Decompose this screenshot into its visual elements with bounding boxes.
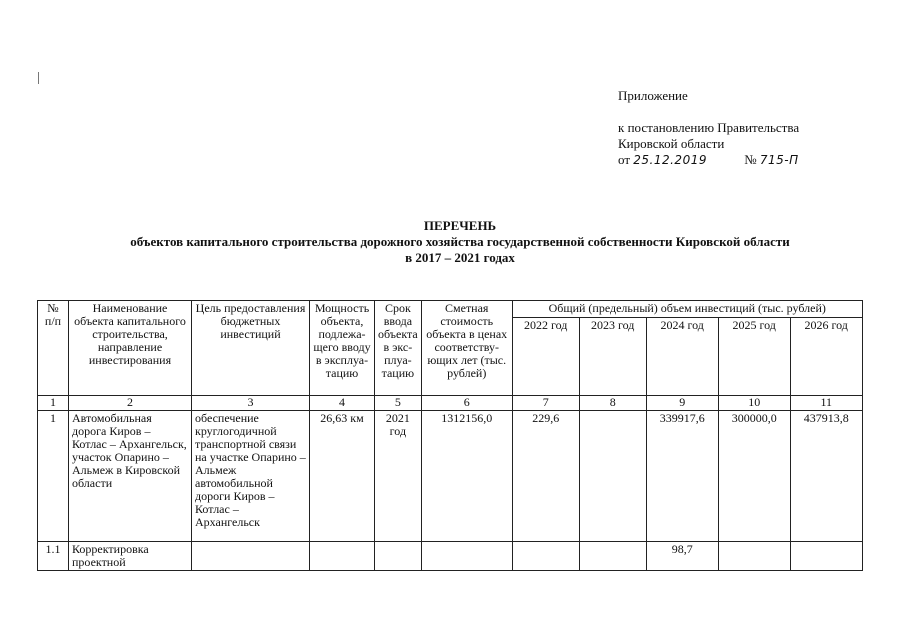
page-period: в 2017 – 2021 годах xyxy=(405,250,515,265)
row-capacity xyxy=(310,542,375,571)
row-name: Корректировка проектной xyxy=(69,542,192,571)
header-2024: 2024 год xyxy=(646,318,718,396)
annex-block xyxy=(618,88,799,168)
header-term: Срок ввода объекта в экс-плуа-тацию xyxy=(375,301,422,396)
row-goal xyxy=(192,542,310,571)
header-2026: 2026 год xyxy=(790,318,862,396)
header-cost: Сметная стоимость объекта в ценах соответству-ющих лет (тыс. рублей) xyxy=(421,301,512,396)
row-2026: 437913,8 xyxy=(790,411,862,542)
header-goal: Цель предоставления бюджетных инвестиций xyxy=(192,301,310,396)
annex-line1: к постановлению Правительства xyxy=(618,120,800,135)
page-subtitle: объектов капитального строительства дорожного хозяйства государственной собственности Кировской области xyxy=(130,234,790,249)
row-term xyxy=(375,542,422,571)
objects-table xyxy=(37,300,863,571)
col-number: 8 xyxy=(579,396,646,411)
col-number: 4 xyxy=(310,396,375,411)
annex-line2: Кировской области xyxy=(618,136,725,151)
row-name: Автомобильная дорога Киров – Котлас – Архангельск, участок Опарино – Альмеж в Кировской области xyxy=(69,411,192,542)
col-number: 6 xyxy=(421,396,512,411)
row-capacity: 26,63 км xyxy=(310,411,375,542)
row-term: 2021 год xyxy=(375,411,422,542)
heading-block xyxy=(40,218,880,266)
row-goal: обеспечение круглогодичной транспортной связи на участке Опарино – Альмеж автомобильной дороги Киров – Котлас – Архангельск xyxy=(192,411,310,542)
header-num: № п/п xyxy=(38,301,69,396)
col-number: 2 xyxy=(69,396,192,411)
date-prefix: от xyxy=(618,152,631,167)
column-numbers-row xyxy=(38,396,863,411)
row-2024: 98,7 xyxy=(646,542,718,571)
header-capacity: Мощность объекта, подлежа-щего вводу в эксплуа-тацию xyxy=(310,301,375,396)
annex-spacer xyxy=(618,104,799,120)
row-2026 xyxy=(790,542,862,571)
row-2023 xyxy=(579,542,646,571)
row-num: 1.1 xyxy=(38,542,69,571)
number-handwritten: 715-П xyxy=(759,153,799,167)
header-2022: 2022 год xyxy=(512,318,579,396)
col-number: 9 xyxy=(646,396,718,411)
annex-title: Приложение xyxy=(618,88,688,103)
number-label: № xyxy=(744,152,757,167)
row-2024: 339917,6 xyxy=(646,411,718,542)
row-cost xyxy=(421,542,512,571)
page-title: ПЕРЕЧЕНЬ xyxy=(423,218,497,233)
col-number: 5 xyxy=(375,396,422,411)
table-row xyxy=(38,542,863,571)
header-invest: Общий (предельный) объем инвестиций (тыс. рублей) xyxy=(512,301,862,318)
header-2023: 2023 год xyxy=(579,318,646,396)
scan-mark xyxy=(38,72,39,84)
header-name: Наименование объекта капитального строительства, направление инвестирования xyxy=(69,301,192,396)
row-cost: 1312156,0 xyxy=(421,411,512,542)
row-2022 xyxy=(512,542,579,571)
col-number: 11 xyxy=(790,396,862,411)
table-row xyxy=(38,411,863,542)
row-2025 xyxy=(718,542,790,571)
row-num: 1 xyxy=(38,411,69,542)
header-row-1 xyxy=(38,301,863,318)
col-number: 10 xyxy=(718,396,790,411)
row-2023 xyxy=(579,411,646,542)
row-2025: 300000,0 xyxy=(718,411,790,542)
col-number: 1 xyxy=(38,396,69,411)
row-2022: 229,6 xyxy=(512,411,579,542)
header-2025: 2025 год xyxy=(718,318,790,396)
date-handwritten: 25.12.2019 xyxy=(633,153,707,167)
col-number: 3 xyxy=(192,396,310,411)
col-number: 7 xyxy=(512,396,579,411)
annex-date-row xyxy=(618,152,799,168)
